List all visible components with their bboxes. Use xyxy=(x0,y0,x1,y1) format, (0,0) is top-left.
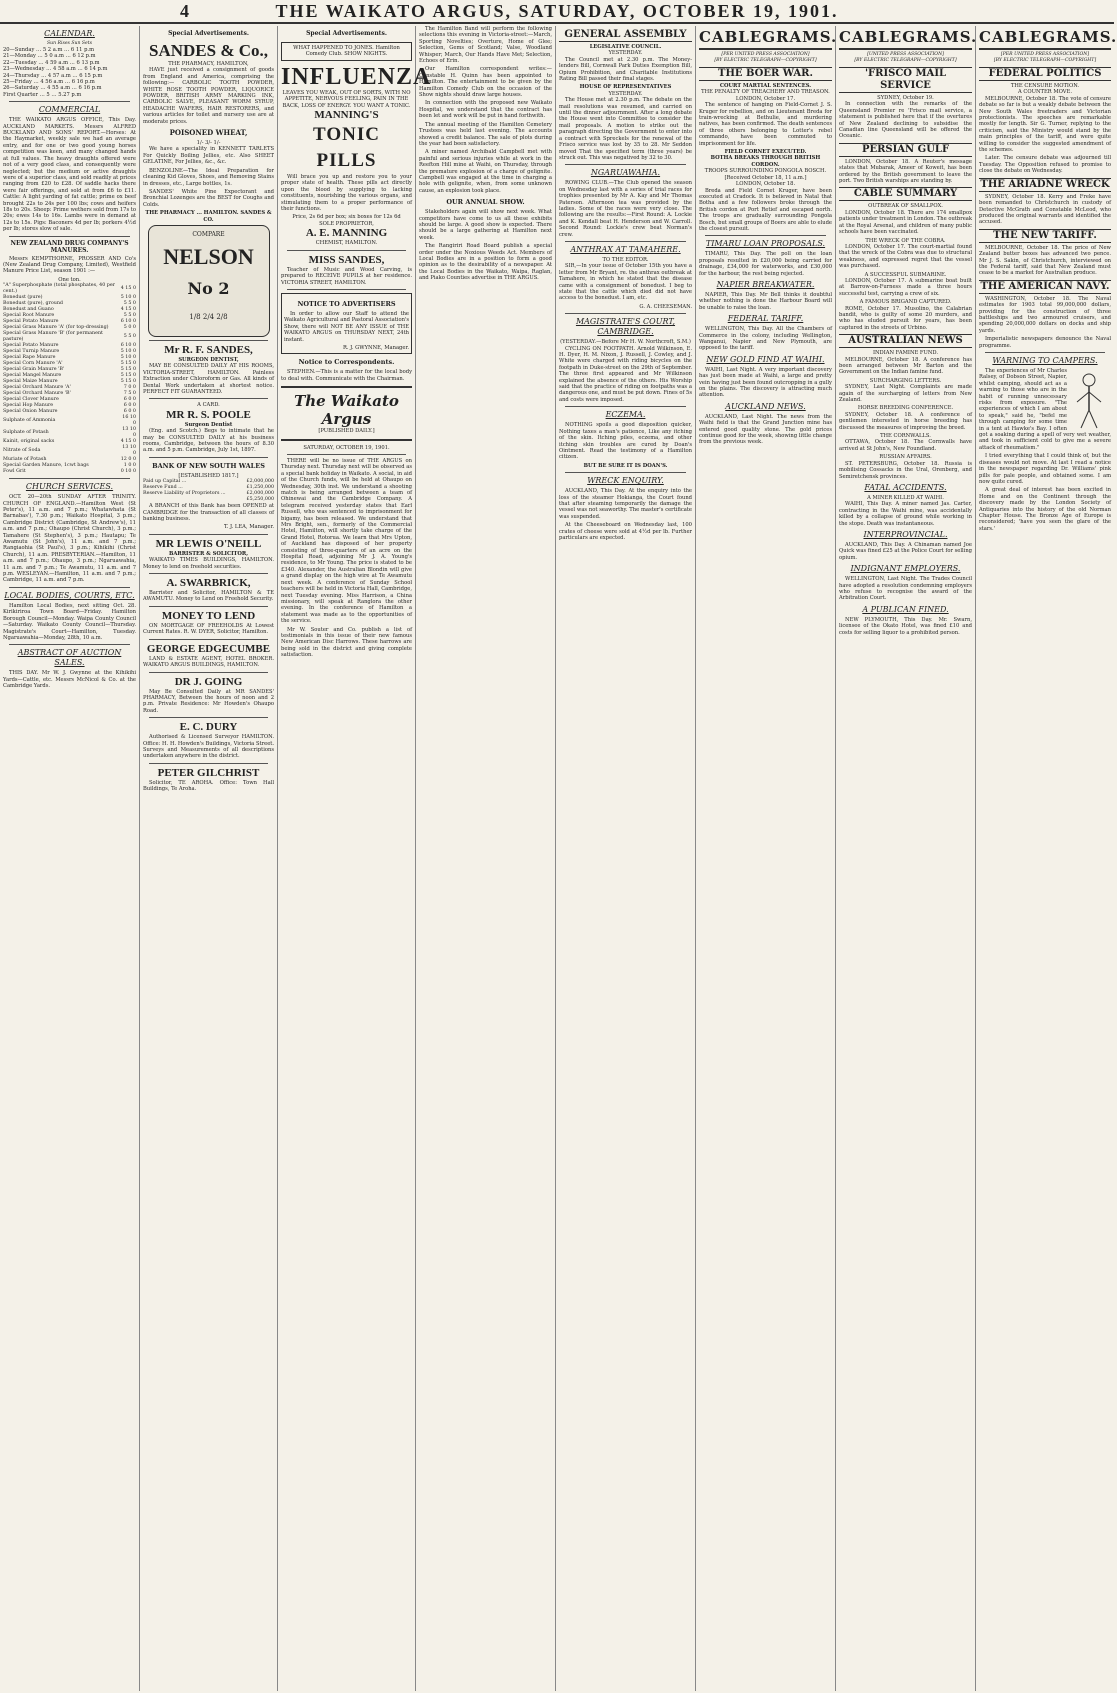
sandes-dentist-text: MAY BE CONSULTED DAILY AT HIS ROOMS, VICTORIA-STREET, HAMILTON. Painless Extraction under Chloroform or Gas. All kinds of Dental Work undertaken at shortest notice. PERFECT FIT GUARANTEED. xyxy=(143,363,274,395)
manure-price: 1 0 0 xyxy=(123,463,136,469)
church-text: OCT. 20—20th SUNDAY AFTER TRINITY. CHURCH OF ENGLAND.—Hamilton West (St Peter's), 11 a.m. and 7 p.m.; Whatawhata (St Barnabas'), 7.30 p.m.; Waikato Hospital, 3 p.m.; Cambridge District (Cambridge, St Andrew's), 11 a.m. and 7 p.m.; Ohaupo (Christ Church), 3 p.m.; Tamahere (St Stephen's), 3 p.m.; Hautapu; Te Awamutu (St John's), 11 a.m. and 7 p.m.; Rangiaohia (St Paul's), 3 p.m.; Kihikihi (Christ Church), 11 a.m. PRESBYTERIAN.—Hamilton, 11 a.m. and 7 p.m.; Ohaupo, 3 p.m.; Ngaruawahia, 11 a.m. and 7 p.m.; Te Awamutu, 11 a.m. and 7 p.m. WESLEYAN.—Hamilton, 11 a.m. and 7 p.m.; Cambridge, 11 a.m. and 7 p.m. xyxy=(3,494,136,584)
fatal-heading: FATAL ACCIDENTS. xyxy=(864,482,947,492)
ariadne-text: SYDNEY, October 18. Kerry and Freke have been remanded to Christchurch in custody of Detective McGrath and Constable McLeod, who produced the original warrants and identified the accused. xyxy=(979,193,1111,226)
auckland-news-heading: AUCKLAND NEWS. xyxy=(725,401,806,411)
house-heading: HOUSE OF REPRESENTATIVES xyxy=(579,84,672,91)
horse-text: SYDNEY, October 18. A conference of gentlemen interested in horse breeding has discussed the measures of improving the breed. xyxy=(839,411,972,431)
column-5 xyxy=(556,26,696,1691)
campers-heading: WARNING TO CAMPERS. xyxy=(992,356,1098,365)
american-navy-text: WASHINGTON, October 18. The Naval estimates for 1903 total 99,000,000 dollars, providing for the construction of three battleships and two armoured cruisers, and spending 20,000,000 dollars on docks and ship yards. xyxy=(979,295,1111,334)
anthrax-sub: TO THE EDITOR. xyxy=(602,256,649,263)
manure-price: 5 10 0 xyxy=(120,295,136,301)
federal-tariff-heading: FEDERAL TARIFF. xyxy=(727,314,804,324)
timaru-text: TIMARU, This Day. The poll on the loan proposals resulted in £20,000 being carried for drainage, £34,000 for waterworks, and £30,000 for the harbour, the rest being rejected. xyxy=(699,251,832,277)
dury-name: E. C. DURY xyxy=(179,721,238,734)
campers-text-2: I tried everything that I could think of, but the diseases would not move. At last I read a notice in the newspaper regarding Dr. Williams' pink pills for pale people, and obtained some. I am now quite cured. xyxy=(979,453,1111,485)
manure-price: 5 15 0 xyxy=(120,367,136,373)
news-text-1: Our Hamilton correspondent writes:—Constable H. Quinn has been appointed to Hamilton. The entertainment to be given by the Hamilton Comedy Club on the occasion of the Show nights should draw large houses. xyxy=(419,66,552,99)
manure-price: 5 10 0 xyxy=(120,355,136,361)
gilchrist-name: PETER GILCHRIST xyxy=(157,766,260,779)
masthead-title: THE WAIKATO ARGUS, SATURDAY, OCTOBER 19, 1901. xyxy=(275,1,839,21)
publican-heading: A PUBLICAN FINED. xyxy=(862,604,949,614)
magistrate-heading: MAGISTRATE'S COURT, CAMBRIDGE. xyxy=(575,317,676,337)
manure-name: Special Orchard Manure 'A' xyxy=(3,385,71,391)
bank-item: Paid up Capital ... xyxy=(143,479,187,485)
manure-name: Muriate of Potash xyxy=(3,457,47,463)
manure-price: 7 5 0 xyxy=(123,391,136,397)
poole-card: A CARD. xyxy=(197,402,220,409)
american-navy-heading: THE AMERICAN NAVY. xyxy=(980,280,1110,292)
manning-proprietor: SOLE PROPRIETOR, xyxy=(319,220,374,227)
manure-row xyxy=(3,427,136,439)
campers-text-3: A great deal of interest has been excited in Home and on the Continent through the discovery made by the London Society of Antiquaries into the history of the old Norman Chapter House. The Bronze Age of Europe is reconsidered; 'have you seen the glare of the stars.' xyxy=(979,487,1111,532)
jones-text: WHAT HAPPENED TO JONES. Hamilton Comedy Club. SHOW NIGHTS. xyxy=(293,45,400,58)
money-title: MONEY TO LEND xyxy=(161,609,256,622)
sandes-sub: THE PHARMACY, HAMILTON, xyxy=(168,61,249,67)
notice-advertisers-text: In order to allow our Staff to attend the Waikato Agricultural and Pastoral Association's Show, there will NOT BE ANY ISSUE of THE WAIKATO ARGUS on THURSDAY NEXT, 24th instant. xyxy=(284,310,409,343)
cablegrams-heading-3: CABLEGRAMS. xyxy=(979,29,1111,50)
manure-name: Special Mangel Manure xyxy=(3,373,62,379)
wreck-heading: WRECK ENQUIRY. xyxy=(587,476,664,486)
troops-heading: TROOPS SURROUNDING PONGOLA BOSCH. xyxy=(704,168,827,175)
drug-sub: One ton. xyxy=(58,276,81,283)
received-line: [Received October 18, 11 a.m.] xyxy=(724,174,807,181)
wheat-price: 1/- 3/- 1/- xyxy=(196,140,221,147)
bank-established: [ESTABLISHED 1817.] xyxy=(178,472,239,479)
manning-name: A. E. MANNING xyxy=(305,227,388,240)
calendar-rows xyxy=(3,47,136,92)
tonic-text: Will brace you up and restore you to your proper state of health. These pills act directly upon the blood by supplying to lacking constituents, nourishing the various organs, and stimulating them to a proper performance of their functions. xyxy=(281,174,412,213)
censure-heading: THE CENSURE MOTION. xyxy=(1010,83,1080,89)
auckland-news-text: AUCKLAND, Last Night. The news from the Waihi field is that the Grand Junction mine has entered good quality stone. The gold prices continue good for the week, showing little change from the previous week. xyxy=(699,413,832,446)
fatal-text: WAIHI, This Day. A miner named Jas. Carter, contracting in the Waihi mine, was accidentally killed by a collapse of ground while working in the stope. Death was instantaneous. xyxy=(839,501,972,527)
manure-price: 4 15 0 xyxy=(120,439,136,445)
bank-sign: T. J. LEA, Manager. xyxy=(223,524,274,531)
camper-illustration xyxy=(1069,370,1109,430)
column-1 xyxy=(0,26,140,1691)
napier-heading: NAPIER BREAKWATER. xyxy=(716,279,815,289)
manure-name: Special Rape Manure xyxy=(3,355,56,361)
manure-price: 6 0 0 xyxy=(123,409,136,415)
sandes-text: HAVE just received a consignment of goods from England and America, comprising the following:— CARBOLIC TOOTH POWDER, WHITE ROSE TOOTH POWDER, LIQUORICE POWDER, BRITISH ARMY MARKING INK, CARBOLIC SALVE, PLEASANT WORM SYRUP, HEADACHE WAFERS, HAIR RESTORERS, and various articles for toilet and nursery use are at moderate prices. xyxy=(143,67,274,125)
notice-advertisers-box xyxy=(281,293,412,354)
miss-sandes-text: Teacher of Music and Wood Carving, is prepared to RECEIVE PUPILS at her residence. VICTORIA STREET, HAMILTON. xyxy=(281,266,412,286)
bank-amount: £5,250,000 xyxy=(246,497,274,503)
ngaruawahia-text: ROWING CLUB.—The Club opened the season on Wednesday last with a series of trial races for trophies presented by Mr A. Kay and Mr Thomas Paterson. Afternoon tea was provided by the ladies. Some of the races were very close. The following are the results:—First Round: A. Lockie and K. Kendall beat H. Henderson and W. Carroll. Second Round: Lockie's crew beat Norman's crew. xyxy=(559,180,692,238)
manure-price: 6 0 0 xyxy=(123,397,136,403)
court-martial-heading: COURT MARTIAL SENTENCES. xyxy=(719,83,812,89)
oneill-name: MR LEWIS O'NEILL xyxy=(155,537,262,550)
manure-price: 4 15 0 xyxy=(120,307,136,313)
commercial-heading: COMMERCIAL xyxy=(38,105,101,115)
sandes-dentist-title: SURGEON DENTIST, xyxy=(178,356,239,363)
tea-brand: NELSON xyxy=(163,243,254,269)
money-text: ON MORTGAGE OF FREEHOLDS At Lowest Current Rates. R. W. DYER, Solicitor, Hamilton. xyxy=(143,622,274,636)
manure-name: Bonedust (pure) xyxy=(3,295,43,301)
frisco-date: SYDNEY, October 19. xyxy=(877,95,934,101)
manure-name: Fowl Grit xyxy=(3,469,26,475)
masthead xyxy=(0,0,1114,24)
edgecumbe-name: GEORGE EDGECUMBE xyxy=(146,642,271,655)
argus-title: The Waikato Argus xyxy=(294,392,399,429)
miss-sandes-name: MISS SANDES, xyxy=(308,253,385,266)
cobra-text: LONDON, October 17. The court-martial found that the wreck of the Cobra was due to structural weakness, and expressed regret that the vessel was purchased. xyxy=(839,243,972,270)
notice-advertisers-title: NOTICE TO ADVERTISERS xyxy=(297,299,396,308)
new-tariff-heading: THE NEW TARIFF. xyxy=(979,229,1111,243)
bank-item: Reserve Fund ... xyxy=(143,485,183,491)
australian-news-heading: AUSTRALIAN NEWS xyxy=(839,334,972,348)
calendar-row: 26—Saturday … 4 55 a.m … 6 16 p.m xyxy=(3,85,102,92)
tea-compare: COMPARE xyxy=(192,230,225,238)
cablegrams-heading-2: CABLEGRAMS. xyxy=(839,29,972,50)
manure-price: 5 5 0 xyxy=(123,313,136,319)
tea-price: 1/8 2/4 2/8 xyxy=(189,312,228,321)
manure-price-table xyxy=(3,283,136,475)
gilchrist-text: Solicitor, TE AROHA. Office: Town Hall Buildings, Te Aroha. xyxy=(143,779,274,793)
church-heading: CHURCH SERVICES. xyxy=(25,482,114,492)
brigand-heading: A FAMOUS BRIGAND CAPTURED. xyxy=(859,299,952,306)
eczema-heading: ECZEMA. xyxy=(605,410,646,420)
oneill-title: BARRISTER & SOLICITOR, xyxy=(168,550,249,557)
manure-name: Sulphate of Ammonia xyxy=(3,418,56,424)
manure-name: Bonedust and Guano xyxy=(3,307,54,313)
manure-price: 5 5 0 xyxy=(123,334,136,340)
manure-price: 6 0 0 xyxy=(123,403,136,409)
sandes-title: SANDES & Co., xyxy=(148,41,269,60)
anthrax-text: SIR,—In your issue of October 15th you have a letter from Mr Bryant, re. the anthrax outbreak at Tamahere, in which he stated that the disease came with a consignment of bonedust. I beg to state that the cattle which died did not have access to the bonedust. I am, etc. xyxy=(559,263,692,302)
leader-text: THERE will be no issue of THE ARGUS on Thursday next. Thursday next will be observed as a special bank holiday in Waikato. A social, in aid of the Church funds, will be held at Ohaupo on Wednesday, 30th inst. We understand a shooting match is being arranged between a team of Ohinewai and the Cambridge Company. A telegram received yesterday states that Earl Russell, who was sentenced to imprisonment for bigamy, has been released. We understand that Mrs Bright, sen., formerly of the Commercial Hotel, Hamilton, will shortly take charge of the Grand Hotel, Rotorua. We learn that Mrs Upton, of Auckland has disposed of her property consisting of three-quarters of an acre on the Hospital Road, adjoining Mr J. A. Young's residence, to Mr Young. The price is stated to be £340. Alexander, the Australian Blondin will give a grand display on the high wire at Te Awamutu next week. A conference of Sunday School teachers will be held in Victoria Hall, Cambridge, next Tuesday evening. Miss Harrison, a China missionary, will speak at Ranglora the other evening. In the conference of Hamilton a statement was made as to the opportunities of the service. xyxy=(281,457,412,625)
sandes-extra: SANDES' White Pine Expectorant and Bronchial Lozenges are the BEST for Coughs and Colds. xyxy=(143,188,274,208)
bank-amount: £2,000,000 xyxy=(246,479,274,485)
london-dateline-1: LONDON, October 17. xyxy=(735,95,796,102)
column-7 xyxy=(836,26,976,1691)
federal-later: Later. The censure debate was adjourned till Tuesday. The Opposition refused to promise to close the debate on Wednesday. xyxy=(979,155,1111,175)
interprovincial-text: AUCKLAND, This Day. A Chinaman named Joe Quick was fined £25 at the Police Court for selling opium. xyxy=(839,541,972,561)
manure-name: Special Clover Manure xyxy=(3,397,59,403)
page-number: 4 xyxy=(180,1,191,21)
special-ads-heading: Special Advertisements. xyxy=(168,30,249,37)
manure-row xyxy=(3,331,136,343)
cablegrams-sub-1a: [PER UNITED PRESS ASSOCIATION] xyxy=(721,52,810,57)
anthrax-heading: ANTHRAX AT TAMAHERE. xyxy=(570,244,681,254)
abstract-heading: ABSTRACT OF AUCTION SALES. xyxy=(17,648,122,668)
calendar-row: 21—Monday … 5 0 a.m … 6 12 p.m xyxy=(3,53,96,60)
submarine-heading: A SUCCESSFUL SUBMARINE. xyxy=(864,271,947,278)
ngaruawahia-heading: NGARUAWAHIA. xyxy=(590,168,661,178)
employers-heading: INDIGNANT EMPLOYERS. xyxy=(850,564,961,574)
manure-price: 7 0 0 xyxy=(123,385,136,391)
manure-price: 6 10 0 xyxy=(120,343,136,349)
going-text: May Be Consulted Daily at MR SANDES' PHARMACY, Between the hours of noon and 2 p.m. Private Residence: Mr Howden's Ohaupo Road. xyxy=(143,688,274,714)
manure-price: 5 15 0 xyxy=(120,361,136,367)
boer-war-heading: THE BOER WAR. xyxy=(699,67,832,81)
manure-name: Sulphate of Potash xyxy=(3,430,49,436)
new-tariff-text: MELBOURNE, October 18. The price of New Zealand butter boxes has advanced two pence. Mr J. S. Sakin, of Christchurch, interviewed on the Federal tariff, said that New Zealand must cease to be a market for Australian produce. xyxy=(979,244,1111,277)
frisco-text: In connection with the remarks of the Queensland Premier re 'Frisco mail service, a statement is published here that if the overtures of New Zealand declining to subsidise the Canadian line Queensland will be offered the Oceanic. xyxy=(839,101,972,140)
manure-price: 0 10 0 xyxy=(120,469,136,475)
persian-gulf-heading: PERSIAN GULF xyxy=(839,143,972,157)
napier-text: NAPIER, This Day. Mr Bell thinks it doubtful whether nothing is done the Harbour Board will be unable to raise the loan. xyxy=(699,291,832,311)
manning-title: MANNING'S xyxy=(314,109,379,122)
house-text: The House met at 2.30 p.m. The debate on the mail resolutions was resumed, and carried on until the dinner adjournment. After a long debate the House went into Committee to consider the mail proposals. A motion to strike out the paragraph directing the Government to enter into a contract with Spreckels for the renewal of the Frisco service was lost by 35 to 28. Mr Seddon moved That the specified term (three years) be struck out. This was negatived by 32 to 30. xyxy=(559,97,692,161)
going-name: DR J. GOING xyxy=(174,675,243,688)
local-bodies-text: Hamilton Local Bodies, next sitting Oct. 28. Kirikiriroa Town Board—Friday. Hamilton Borough Council—Monday. Waipa County Council—Saturday. Waikato County Council—Thursday. Magistrate's Court—Hamilton, Tuesday. Ngaruawahia—Monday, 28th, 10 a.m. xyxy=(3,602,136,641)
house-sub: YESTERDAY. xyxy=(608,90,643,97)
poole-name: MR R. S. POOLE xyxy=(166,408,251,421)
cablegrams-sub-3b: [BY ELECTRIC TELEGRAPH—COPYRIGHT] xyxy=(993,58,1097,63)
pharmacy-line: THE PHARMACY ... HAMILTON. SANDES & CO. xyxy=(145,210,272,223)
oneill-text: WAIKATO TIMES BUILDINGS, HAMILTON. Money to lend on freehold securities. xyxy=(143,557,274,570)
moon-phase: First Quarter … 5 … 5.27 p.m xyxy=(3,91,82,98)
annual-show-text: Stakeholders again will show next week. What competitors have come to us all these exhibits should be large. A good show is expected. There should be a large gathering at Hamilton next week. xyxy=(419,209,552,241)
surcharge-heading: SURCHARGING LETTERS. xyxy=(869,377,942,384)
cornwalls-text: OTTAWA, October 18. The Cornwalls have arrived at St John's, New Foundland. xyxy=(839,439,972,452)
london-dateline-2: LONDON, October 18. xyxy=(735,181,796,188)
manure-name: Special Maize Manure xyxy=(3,379,58,385)
correspondents-text: STEPHEN.—This is a matter for the local body to deal with. Communicate with the Chairman. xyxy=(281,369,412,382)
manure-name: Special Potato Manure xyxy=(3,319,59,325)
column-6 xyxy=(696,26,836,1691)
column-4 xyxy=(416,26,556,1691)
manure-price: 13 10 0 xyxy=(122,445,136,457)
manure-name: Special Root Manure xyxy=(3,313,55,319)
columns xyxy=(0,26,1117,1691)
manure-price: 5 0 0 xyxy=(123,325,136,331)
manure-name: Special Orchard Manure 'B' xyxy=(3,391,71,397)
cablegrams-sub-2b: [BY ELECTRIC TELEGRAPH—COPYRIGHT] xyxy=(854,58,957,63)
fatal-sub: A MINER KILLED AT WAIHI. xyxy=(867,494,944,501)
manure-price: 5 10 0 xyxy=(120,349,136,355)
persian-gulf-text: LONDON, October 18. A Reuter's message states that Mubarak, Ameer of Koweit, has been ordered by the British government to leave the port. Two British warships are standing by. xyxy=(839,158,972,185)
wheat-text: We have a speciality in KENNETT TARLETS For Quickly Boiling Jellies, etc. Also SHEET GELATINE, For Jellies, &c., &c. xyxy=(143,146,274,166)
calendar-heading: CALENDAR. xyxy=(44,29,95,38)
gold-find-heading: NEW GOLD FIND AT WAIHI. xyxy=(706,354,825,364)
poole-text: (Eng. and Scotch.) Begs to intimate that he may be CONSULTED DAILY at his business rooms, Cambridge, between the hours of 8.30 a.m. and 5 p.m. Cambridge, July 1st, 1897. xyxy=(143,428,274,454)
federal-text: MELBOURNE, October 18. The vote of censure debate so far is but a weakly debate between the New South Wales freetraders and Victorian protectionists. The speeches are remarkable mostly for length. Sir G. Turner, replying to the criticism, said the Ministry would stand by the main principles of the tariff, and were quite willing to consider the suggested amendment of the schemes. xyxy=(979,95,1111,154)
manure-row xyxy=(3,469,136,475)
influenza-text: LEAVES YOU WEAK, OUT OF SORTS, WITH NO APPETITE, NERVOUS FEELING, PAIN IN THE BACK, LOSS OF ENERGY. YOU WANT A TONIC. xyxy=(282,89,411,109)
calendar-columns: Sun Rises Sun Sets xyxy=(47,41,92,46)
tea-advert-image xyxy=(148,225,270,337)
timaru-heading: TIMARU LOAN PROPOSALS. xyxy=(705,239,826,249)
doans-tagline: BUT BE SURE IT IS DOAN'S. xyxy=(583,462,668,469)
manure-name: Special Onion Manure xyxy=(3,409,58,415)
boer-text: The sentence of hanging on Field-Cornet J. S. Kruger for rebellion, and on Lieutenant Breda for train-wrecking at Bethulie, and murdering natives, has been confirmed. The death sentences of three others belonging to Lotter's rebel commando, have been commuted to imprisonment for life. xyxy=(699,102,832,147)
bank-amount: £2,000,000 xyxy=(246,491,274,497)
smallpox-text: LONDON, October 18. There are 174 smallpox patients under treatment in London. The outbreak at the Royal Arsenal, and children of many public schools have been vaccinated. xyxy=(839,209,972,236)
local-bodies-heading: LOCAL BODIES, COURTS, ETC. xyxy=(4,590,135,600)
news-text-4: A miner named Archibald Campbell met with painful and serious injuries while at work in the Reefton Hill mine at Waihi, on Thursday, through the premature explosion of a charge of gelignite. Campbell was engaged at the time in charging a hole with gelignite, when, from some unknown cause, an explosion took place. xyxy=(419,149,552,194)
cornwalls-heading: THE CORNWALLS. xyxy=(880,433,931,440)
american-navy-text-2: Imperialistic newspapers denounce the Naval programme. xyxy=(979,336,1111,349)
manure-name: Special Garden Manure, 1cwt bags xyxy=(3,463,89,469)
russian-heading: RUSSIAN AFFAIRS. xyxy=(879,454,932,461)
smallpox-heading: OUTBREAK OF SMALLPOX. xyxy=(868,203,943,210)
gold-find-text: WAIHI, Last Night. A very important discovery has just been made at Waihi, a large and pretty vein having just been found outcropping in a gully on the plains. The discovery is attracting much attention. xyxy=(699,366,832,399)
publican-text: NEW PLYMOUTH, This Day. Mr. Swarn, licensee of the Okato Hotel, was fined £10 and costs for selling liquor to a prohibited person. xyxy=(839,616,972,636)
annual-show-heading: OUR ANNUAL SHOW. xyxy=(446,198,525,207)
argus-sub: [PUBLISHED DAILY.] xyxy=(318,428,375,435)
manure-name: "A" Superphosphate (total phosphates, 40 per cent.) xyxy=(3,283,115,295)
calendar-row: 20—Sunday … 5 2 a.m … 6 11 p.m xyxy=(3,47,94,53)
manure-name: Bonedust (pure), ground xyxy=(3,301,64,307)
brigand-text: ROME, October 17. Musolino, the Calabrian bandit, who is guilty of some 20 murders, and who has eluded pursuit for years, has been captured in the streets of Urbino. xyxy=(839,305,972,331)
manure-name: Special Corn Manure 'A' xyxy=(3,361,63,367)
tonic-pills-title: TONIC PILLS xyxy=(313,124,380,172)
surcharge-text: SYDNEY, Last Night. Complaints are made again of the surcharging of letters from New Zealand. xyxy=(839,384,972,404)
band-text: The Hamilton Band will perform the following selections this evening in Victoria-street:—March, Sporting Novelties; Overture, Home of Glee; Selection, Gems of Scotland; Valse, Woodland Whisper; March, Our Hands Have Met; Selection, Echoes of Erin. xyxy=(419,26,552,65)
column-2 xyxy=(140,26,278,1691)
bank-capital-table xyxy=(143,479,274,503)
cablegrams-sub-2a: [UNITED PRESS ASSOCIATION] xyxy=(867,52,944,57)
famine-text: MELBOURNE, October 18. A conference has been arranged between Mr Barton and the Government on the Indian famine fund. xyxy=(839,356,972,376)
manure-name: Special Grain Manure 'B' xyxy=(3,367,65,373)
manure-price: 5 15 0 xyxy=(120,379,136,385)
general-assembly-heading: GENERAL ASSEMBLY xyxy=(559,29,692,42)
jones-advert xyxy=(281,42,412,61)
manure-price: 13 10 0 xyxy=(122,427,136,439)
anthrax-sign: G. A. CHEESEMAN. xyxy=(639,303,692,310)
manure-row xyxy=(3,445,136,457)
influenza-title: INFLUENZA xyxy=(281,63,432,90)
swarbrick-text: Barrister and Solicitor, HAMILTON & TE AWAMUTU. Money to Lend on Freehold Security. xyxy=(143,590,274,603)
field-cornet-heading: FIELD CORNET EXECUTED. xyxy=(724,149,807,156)
tea-number: No 2 xyxy=(187,278,230,298)
manure-price: 16 10 0 xyxy=(122,415,136,427)
campers-text: The experiences of Mr Charles Ralsey, of Dobson Street, Napier, whilst camping, should act as a warning to those who are in the habit of running unnecessary risks from exposure. "The experiences of which I am about to speak," said he, "befel me through camping for some time in a tent at Hawke's Bay. I often got a soaking during a spell of very wet weather, and took in sufficient cold to give me a severe attack of rheumatism." xyxy=(979,368,1111,451)
manure-name: Special Grass Manure 'B' (for permanent pasture) xyxy=(3,331,103,343)
drug-text: Messrs KEMPTHORNE, PROSSER AND Co's (New Zealand Drug Company, Limited), Westfield Manure Price List, season 1901 :— xyxy=(3,255,136,275)
argus-date: SATURDAY, OCTOBER 19, 1901. xyxy=(303,444,390,451)
manure-price: 4 15 0 xyxy=(120,286,136,292)
manure-name: Nitrate of Soda xyxy=(3,448,41,454)
edgecumbe-text: LAND & ESTATE AGENT, HOTEL BROKER. WAIKATO ARGUS BUILDINGS, HAMILTON. xyxy=(143,655,274,669)
correspondents-heading: Notice to Correspondents. xyxy=(298,358,395,367)
employers-text: WELLINGTON, Last Night. The Trades Council have adopted a resolution condemning employers who refuse to recognise the award of the Arbitration Court. xyxy=(839,576,972,602)
calendar-row: 22—Tuesday … 4 59 a.m … 6 13 p.m xyxy=(3,59,100,66)
abstract-text: THIS DAY. Mr W. J. Gwynne at the Kihikihi Yards—Cattle, etc. Messrs McNicol & Co. at the Cambridge Yards. xyxy=(3,670,136,690)
frisco-heading: 'FRISCO MAIL SERVICE xyxy=(839,67,972,93)
bank-title: BANK OF NEW SOUTH WALES xyxy=(152,461,265,470)
manure-name: Special Hop Manure xyxy=(3,403,54,409)
wheat-title: POISONED WHEAT, xyxy=(169,128,248,138)
federal-tariff-text: WELLINGTON, This Day. All the Chambers of Commerce in the colony, including Wellington, Wanganui, Napier and New Plymouth, are opposed to the tariff. xyxy=(699,326,832,352)
news-text-5: The Rangiriri Road Board publish a special order under the Noxious Weeds Act. Members of Local Bodies are in a position to form a good opinion as to the desirability of a newspaper. At the Local Bodies in the Waikato, Waipa, Raglan, and Piako Counties advertise in THE ARGUS. xyxy=(419,243,552,282)
poole-title: Surgeon Dentist xyxy=(184,421,233,428)
drug-heading: NEW ZEALAND DRUG COMPANY'S MANURES. xyxy=(10,239,129,254)
manure-price: 5 5 0 xyxy=(123,301,136,307)
cablegrams-sub-3a: [PER UNITED PRESS ASSOCIATION] xyxy=(1000,52,1090,57)
magistrate-text: CYCLING ON FOOTPATH. Arnold Wilkinson, E. H. Dyer, H. M. Nixon, J. Russell, J. Cowley, and J. White were charged with riding bicycles on the footpath in Duke-street on the 29th of September. The three first appeared and Mr Wilkinson explained the absence of the others. His Worship said that the practice of riding on footpaths was a dangerous one, and must be put down. Fines of 5s and costs were imposed. xyxy=(559,345,692,403)
benzoline-text: BENZOLINE—The Ideal Preparation for cleaning Kid Gloves, Shoes, and Removing Stains in dresses, etc., Large bottles, 1s. xyxy=(143,167,274,187)
swarbrick-name: A. SWARBRICK, xyxy=(166,577,251,590)
manure-row xyxy=(3,283,136,295)
special-ads-heading-2: Special Advertisements. xyxy=(306,30,387,37)
news-text-2: In connection with the proposed new Waikato Hospital, we understand that the contract has been let and work will be put in hand forthwith. xyxy=(419,100,552,120)
manure-name: Kainit, original sacks xyxy=(3,439,55,445)
manure-price: 12 0 0 xyxy=(120,457,136,463)
calendar-row: 23—Wednesday … 4 58 a.m … 6 14 p.m xyxy=(3,66,108,73)
manure-price: 5 15 0 xyxy=(120,373,136,379)
wreck-text: AUCKLAND, This Day. At the enquiry into the loss of the steamer Hokianga, the Court found that after steaming temporarily the damage the vessel was not seaworthy. The master's certificate was suspended. xyxy=(559,488,692,520)
commercial-text: THE WAIKATO ARGUS OFFICE, This Day. AUCKLAND MARKETS. Messrs ALFRED BUCKLAND AND SONS' REPORT.—Horses: At the Haymarket, weekly sale we had an average entry, and for one or two good young horses competition was keen, and many changed hands at full values. The heavy draughts offered were not of a very good class, and consequently were neglected; but the medium or active draughts were of a superior class, and sold readily at prices ranging from £20 to £28. Of saddle hacks there were fair offerings, and sold at from £6 to £11. Cattle: A light yarding of fat cattle; prime ox beef brought 22s to 24s per 100 lbs; cows and heifers 18s to 20s. Sheep: Prime wethers sold from 17s to 20s; ewes 14s to 16s. Lambs were in demand at 12s to 15s. Pigs: Baconers 4d per lb; porkers 4½d per lb; stores slow of sale. xyxy=(3,117,136,233)
penalty-heading: THE PENALTY OF TREACHERY AND TREASON. xyxy=(701,89,830,96)
manure-name: Special Turnip Manure xyxy=(3,349,60,355)
magistrate-sub: (YESTERDAY.—Before Mr H. W. Northcroft, S.M.) xyxy=(560,339,691,346)
sandes-dentist-name: Mr R. F. SANDES, xyxy=(164,343,253,356)
interprovincial-heading: INTERPROVINCIAL. xyxy=(863,529,948,539)
counter-heading: A COUNTER MOVE. xyxy=(1018,89,1072,96)
cobra-heading: THE WRECK OF THE COBRA. xyxy=(865,237,946,244)
legislative-council-text: The Council met at 2.30 p.m. The Money-lenders Bill, Cornwall Park Duties Exemption Bill, Opium Prohibition, and Charitable Institutions Rating Bill passed their final stages. xyxy=(559,56,692,83)
tonic-price: Price, 2s 6d per box; six boxes for 12s 6d xyxy=(292,214,401,221)
notice-sign: R. J. GWYNNE, Manager. xyxy=(342,344,409,351)
manning-sub: CHEMIST, HAMILTON. xyxy=(315,240,378,247)
wreck-text-2: At the Cheeseboard on Wednesday last, 100 crates of cheese were sold at 4½d per lb. Further particulars are expected. xyxy=(559,522,692,541)
submarine-text: LONDON, October 17. A submarine boat built at Barrow-on-Furness made a three hours successful test, carrying a crew of six. xyxy=(839,277,972,297)
famine-heading: INDIAN FAMINE FUND. xyxy=(872,350,939,357)
calendar-row: 25—Friday … 4 56 a.m … 6 16 p.m xyxy=(3,79,95,86)
manure-price: 6 10 0 xyxy=(120,319,136,325)
calendar-row: 24—Thursday … 4 57 a.m … 6 15 p.m xyxy=(3,72,103,79)
column-3 xyxy=(278,26,432,1691)
botha-heading: BOTHA BREAKS THROUGH BRITISH CORDON. xyxy=(710,155,821,168)
horse-heading: HORSE BREEDING CONFERENCE. xyxy=(857,405,954,412)
dury-text: Authorised & Licensed Surveyor HAMILTON. Office: H. H. Howden's Buildings, Victoria Street. Surveys and Measurements of all descriptions undertaken anywhere in the district. xyxy=(143,734,274,760)
cable-summary-heading: CABLE SUMMARY xyxy=(839,187,972,201)
botha-text: Breda and Field Cornet Kruger, have been executed at Cradock. It is believed in Natal that Botha and a few followers broke through the British cordon at Port Retief and escaped north. The troops are gradually surrounding Pongola Bosch, but small groups of Boers are able to elude the closest pursuit. xyxy=(699,187,832,232)
legislative-council-heading: LEGISLATIVE COUNCIL. xyxy=(589,44,662,50)
russian-text: ST. PETERSBURG, October 18. Russia is mobilising Cossacks in the Ural, Orenberg, and Semiretchensk provinces. xyxy=(839,460,972,480)
manure-name: Special Potato Manure xyxy=(3,343,59,349)
bank-amount: £1,250,000 xyxy=(246,485,274,491)
leader-extra: Mr W. Souter and Co. publish a list of testimonials in this issue of their new famous New American Disc Harrows. These harrows are being sold in the district and giving complete satisfaction. xyxy=(281,626,412,659)
manure-name: Special Grass Manure 'A' (for top-dressing) xyxy=(3,325,109,331)
federal-politics-heading: FEDERAL POLITICS xyxy=(979,67,1111,81)
manure-row xyxy=(3,415,136,427)
ariadne-heading: THE ARIADNE WRECK xyxy=(980,178,1110,190)
cablegrams-heading-1: CABLEGRAMS. xyxy=(699,29,832,50)
news-text-3: The annual meeting of the Hamilton Cemetery Trustees was held last evening. The accounts showed a credit balance. The sale of plots during the year had been satisfactory. xyxy=(419,121,552,147)
column-8 xyxy=(976,26,1117,1691)
legislative-council-sub: YESTERDAY. xyxy=(608,50,643,57)
bank-item: Reserve Liability of Proprietors ... xyxy=(143,491,226,497)
bank-text: A BRANCH of this Bank has been OPENED at CAMBRIDGE for the transaction of all classes of banking business. xyxy=(143,503,274,523)
eczema-text: NOTHING spoils a good disposition quicker, Nothing taxes a man's patience, Like any itching of the skin. Itching piles, eczema, and other itching skin troubles are cured by Doan's Ointment. Read the testimony of a Hamilton citizen. xyxy=(559,422,692,461)
cablegrams-sub-1b: [BY ELECTRIC TELEGRAPH—COPYRIGHT] xyxy=(714,58,817,63)
